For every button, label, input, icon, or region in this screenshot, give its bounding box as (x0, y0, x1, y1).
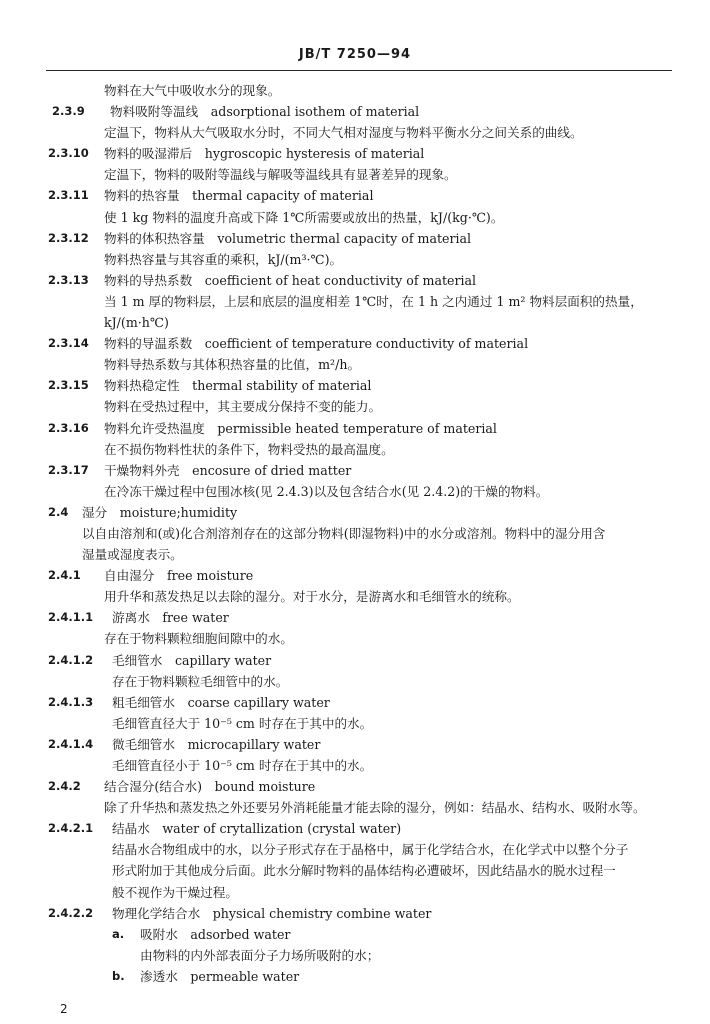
definition-text: 物料在大气中吸收水分的现象。 (104, 83, 281, 98)
clause-number: a. (112, 926, 125, 941)
term-entry (0, 418, 710, 439)
definition-line (0, 354, 710, 375)
term-text: 渗透水 permeable water (140, 968, 300, 984)
definition-text: 结晶水合物组成中的水，以分子形式存在于晶格中，属于化学结合水，在化学式中以整个分子 (112, 842, 629, 858)
definition-text: 当 1 m 厚的物料层，上层和底层的温度相差 1℃时，在 1 h 之内通过 1 m² 物料层面积的热量， (104, 293, 643, 309)
term-entry (0, 270, 710, 291)
definition-text: 毛细管直径大于 10⁻⁵ cm 时存在于其中的水。 (112, 715, 373, 731)
definition-line (0, 671, 710, 692)
term-entry (0, 692, 710, 713)
definition-line (0, 797, 710, 818)
clause-number: 2.4.1.1 (48, 610, 94, 625)
definition-line (0, 291, 710, 312)
clause-number: 2.4.1.4 (48, 736, 94, 751)
clause-number: 2.3.12 (48, 230, 89, 245)
header-rule (46, 70, 672, 71)
document-header: JB/T 7250—94 (298, 47, 412, 62)
term-entry (0, 734, 710, 755)
clause-number: 2.4.1 (48, 568, 81, 583)
clause-number: 2.3.9 (52, 104, 85, 119)
term-text: 微毛细管水 microcapillary water (112, 736, 321, 752)
term-text: 吸附水 adsorbed water (140, 926, 291, 942)
definition-line (0, 713, 710, 734)
term-text: 物理化学结合水 physical chemistry combine water (112, 905, 432, 921)
definition-text: 由物料的内外部表面分子力场所吸附的水； (140, 947, 380, 963)
term-text: 结晶水 water of crytallization (crystal water) (112, 821, 402, 837)
clause-number: 2.4.1.3 (48, 694, 94, 709)
term-entry (0, 143, 710, 164)
definition-text: 用升华和蒸发热足以去除的湿分。对于水分，是游离水和毛细管水的统称。 (104, 589, 520, 605)
definition-text: 形式附加于其他成分后面。此水分解时物料的晶体结构必遭破坏，因此结晶水的脱水过程一 (112, 863, 616, 879)
definition-text: 定温下，物料的吸附等温线与解吸等温线具有显著差异的现象。 (104, 167, 457, 183)
definition-line (0, 523, 710, 544)
definition-line (0, 80, 710, 101)
term-entry (0, 101, 710, 122)
clause-number: 2.4.2.2 (48, 905, 94, 920)
term-entry (0, 607, 710, 628)
definition-line (0, 755, 710, 776)
definition-line (0, 839, 710, 860)
definition-line (0, 207, 710, 228)
term-text: 物料的导热系数 coefficient of heat conductivity of material (104, 272, 477, 288)
term-text: 毛细管水 capillary water (112, 652, 272, 668)
definition-line (0, 882, 710, 903)
clause-number: 2.3.11 (48, 188, 89, 203)
definition-text: 使 1 kg 物料的温度升高或下降 1℃所需要或放出的热量，kJ/(kg·℃)。 (104, 209, 504, 225)
clause-number: 2.3.15 (48, 378, 89, 393)
definition-text: 存在于物料颗粒毛细管中的水。 (112, 673, 289, 689)
clause-number: 2.3.14 (48, 336, 89, 351)
term-text: 干燥物料外壳 encosure of dried matter (104, 462, 352, 478)
definition-line (0, 481, 710, 502)
term-entry (0, 966, 710, 987)
term-entry (0, 776, 710, 797)
definition-text: 湿量或湿度表示。 (82, 547, 183, 563)
term-entry (0, 185, 710, 206)
clause-number: 2.3.16 (48, 420, 89, 435)
term-entry (0, 502, 710, 523)
page-number: 2 (60, 1002, 68, 1016)
definition-line (0, 439, 710, 460)
term-text: 粗毛细管水 coarse capillary water (112, 694, 330, 710)
definition-text: 物料在受热过程中，其主要成分保持不变的能力。 (104, 399, 382, 415)
definition-text: kJ/(m·h℃) (104, 315, 169, 331)
term-text: 游离水 free water (112, 610, 229, 626)
term-text: 物料吸附等温线 adsorptional isothem of material (110, 104, 420, 120)
term-text: 物料的吸湿滞后 hygroscopic hysteresis of material (104, 146, 425, 162)
term-text: 结合湿分(结合水) bound moisture (104, 779, 316, 795)
term-entry (0, 228, 710, 249)
definition-line (0, 164, 710, 185)
clause-number: 2.3.17 (48, 462, 89, 477)
definition-text: 般不视作为干燥过程。 (112, 884, 238, 900)
definition-text: 毛细管直径小于 10⁻⁵ cm 时存在于其中的水。 (112, 758, 373, 773)
term-text: 物料允许受热温度 permissible heated temperature of material (104, 420, 497, 436)
definition-text: 在冷冻干燥过程中包围冰核(见 2.4.3)以及包含结合水(见 2.4.2)的干燥的物料。 (104, 483, 549, 499)
definition-text: 在不损伤物料性状的条件下，物料受热的最高温度。 (104, 441, 394, 457)
definition-line (0, 396, 710, 417)
term-entry (0, 460, 710, 481)
term-text: 物料的导温系数 coefficient of temperature conductivity of material (104, 336, 529, 352)
definition-text: 物料导热系数与其体积热容量的比值，m²/h。 (104, 357, 361, 373)
clause-number: 2.4.2 (48, 779, 81, 794)
definition-text: 除了升华热和蒸发热之外还要另外消耗能量才能去除的湿分，例如：结晶水、结构水、吸附水等。 (104, 800, 646, 816)
term-entry (0, 924, 710, 945)
clause-number: 2.4.2.1 (48, 821, 94, 836)
clause-number: 2.3.13 (48, 272, 89, 287)
definition-text: 存在于物料颗粒细胞间隙中的水。 (104, 631, 293, 647)
definition-line (0, 945, 710, 966)
term-text: 物料的热容量 thermal capacity of material (104, 188, 374, 204)
definition-line (0, 312, 710, 333)
term-text: 物料的体积热容量 volumetric thermal capacity of material (104, 230, 472, 246)
definition-line (0, 860, 710, 881)
definition-line (0, 586, 710, 607)
term-entry (0, 333, 710, 354)
definition-text: 物料热容量与其容重的乘积，kJ/(m³·℃)。 (104, 251, 343, 267)
clause-number: 2.4.1.2 (48, 652, 94, 667)
term-text: 湿分 moisture;humidity (82, 504, 238, 520)
term-entry (0, 818, 710, 839)
definition-text: 以自由溶剂和(或)化合剂溶剂存在的这部分物料(即湿物料)中的水分或溶剂。物料中的湿分用含 (82, 525, 606, 541)
term-text: 自由湿分 free moisture (104, 568, 254, 584)
definition-text: 定温下，物料从大气吸取水分时，不同大气相对湿度与物料平衡水分之间关系的曲线。 (104, 125, 583, 141)
clause-number: 2.3.10 (48, 146, 89, 161)
definition-line (0, 249, 710, 270)
definition-line (0, 122, 710, 143)
term-entry (0, 565, 710, 586)
document-body (0, 80, 710, 987)
clause-number: b. (112, 968, 125, 983)
term-text: 物料热稳定性 thermal stability of material (104, 378, 372, 394)
definition-line (0, 544, 710, 565)
clause-number: 2.4 (48, 504, 69, 519)
term-entry (0, 650, 710, 671)
definition-line (0, 628, 710, 649)
term-entry (0, 375, 710, 396)
term-entry (0, 903, 710, 924)
